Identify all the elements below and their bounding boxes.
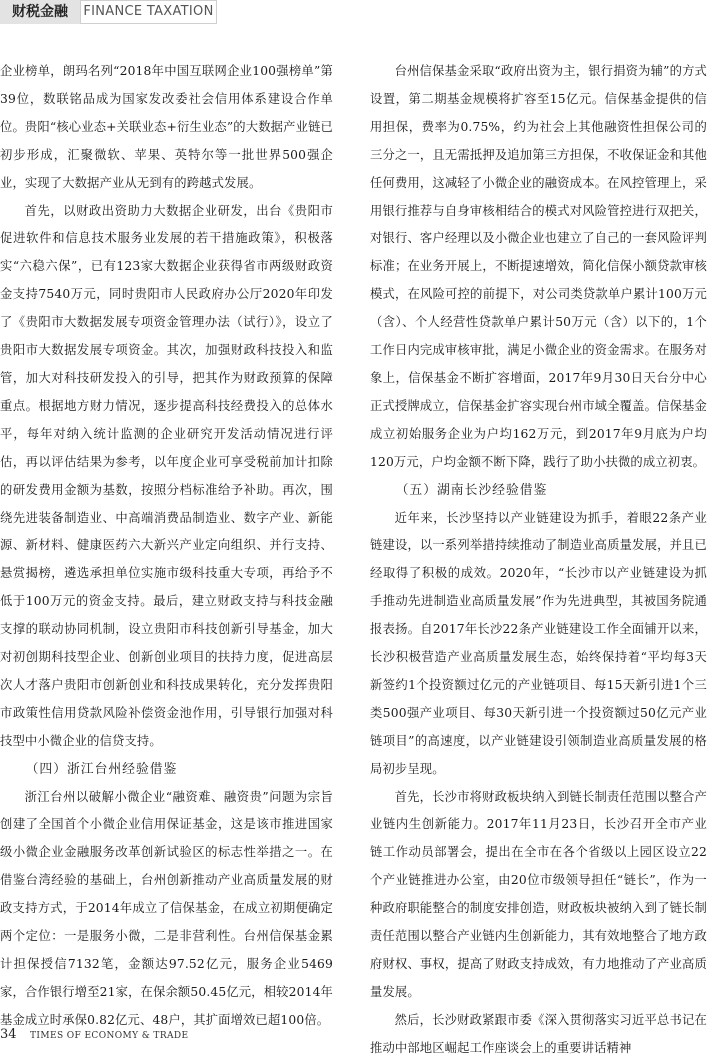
section-heading: （五）湖南长沙经验借鉴 <box>395 482 548 498</box>
paragraph: 近年来，长沙坚持以产业链建设为抓手，着眼22条产业链建设，以一系列举措持续推动了制造业高质量发展，并且已经取得了积极的成效。2020年，“长沙市以产业链建设为抓手推动先进制造业高质量发展”作为先进典型，其被国务院通报表扬。自2017年长沙22条产业链建设工作全面铺开以来，长沙积极营造产业高质量发展生态，始终保持着“平均每3天新签约1个投资额过亿元的产业链项目、每15天新引进1个三类500强产业项目、每30天新引进一个投资额过50亿元产业链项目”的高速度，以产业链建设引领制造业高质量发展的格局初步呈现。 <box>370 510 707 776</box>
right-column <box>370 58 707 1055</box>
paragraph: 浙江台州以破解小微企业“融资难、融资贵”问题为宗旨创建了全国首个小微企业信用保证基金，这是该市推进国家级小微企业金融服务改革创新试验区的标志性举措之一。在借鉴台湾经验的基础上，台州创新推动产业高质量发展的财政支持方式，于2014年成立了信保基金，在成立初期便确定两个定位：一是服务小微，二是非营利性。台州信保基金累计担保授信7132笔，金额达97.52亿元，服务企业5469家，合作银行增至21家，在保余额50.45亿元，相较2014年基金成立时承保0.82亿元、48户，其扩面增效已超100倍。 <box>0 789 333 1027</box>
page-header <box>0 0 707 26</box>
section-label-en: FINANCE TAXATION <box>80 0 217 24</box>
section-heading: （四）浙江台州经验借鉴 <box>25 761 178 777</box>
section-label-cn: 财税金融 <box>0 0 80 24</box>
left-column <box>0 58 333 1027</box>
paragraph: 台州信保基金采取“政府出资为主，银行捐资为辅”的方式设置，第二期基金规模将扩容至15亿元。信保基金提供的信用担保，费率为0.75%，约为社会上其他融资性担保公司的三分之一，且无需抵押及追加第三方担保，不收保证金和其他任何费用，这减轻了小微企业的融资成本。在风控管理上，采用银行推荐与自身审核相结合的模式对风险管控进行双把关，对银行、客户经理以及小微企业也建立了自己的一套风险评判标准；在业务开展上，不断提速增效，简化信保小额贷款审核模式，在风险可控的前提下，对公司类贷款单户累计100万元（含）、个人经营性贷款单户累计50万元（含）以下的，1个工作日内完成审核审批，满足小微企业的资金需求。在服务对象上，信保基金不断扩容增面，2017年9月30日天台分中心正式授牌成立，信保基金扩容实现台州市域全覆盖。信保基金成立初始服务企业为户均162万元，到2017年9月底为户均120万元，户均金额不断下降，践行了助小扶微的成立初衷。 <box>370 64 707 469</box>
journal-title: TIMES OF ECONOMY & TRADE <box>30 1031 189 1041</box>
page-number: 34 <box>0 1027 17 1042</box>
paragraph: 企业榜单，朗玛名列“2018年中国互联网企业100强榜单”第39位，数联铭品成为国家发改委社会信用体系建设合作单位。贵阳“核心业态+关联业态+衍生业态”的大数据产业链已初步形成，汇聚微软、苹果、英特尔等一批世界500强企业，实现了大数据产业从无到有的跨越式发展。 <box>0 64 333 190</box>
paragraph: 首先，以财政出资助力大数据企业研发，出台《贵阳市促进软件和信息技术服务业发展的若干措施政策》，积极落实“六稳六保”，已有123家大数据企业获得省市两级财政资金支持7540万元，同时贵阳市人民政府办公厅2020年印发了《贵阳市大数据发展专项资金管理办法（试行）》，设立了贵阳市大数据发展专项资金。其次，加强财政科技投入和监管，加大对科技研发投入的引导，把其作为财政预算的保障重点。根据地方财力情况，逐步提高科技经费投入的总体水平，每年对纳入统计监测的企业研究开发活动情况进行评估，再以评估结果为参考，以年度企业可享受税前加计扣除的研发费用金额为基数，按照分档标准给予补助。再次，围绕先进装备制造业、中高端消费品制造业、数字产业、新能源、新材料、健康医药六大新兴产业定向组织、并行支持、悬赏揭榜，遴选承担单位实施市级科技重大专项，再给予不低于100万元的资金支持。最后，建立财政支持与科技金融支撑的联动协同机制，设立贵阳市科技创新引导基金，加大对初创期科技型企业、创新创业项目的扶持力度，促进高层次人才落户贵阳市创新创业和科技成果转化，充分发挥贵阳市政策性信用贷款风险补偿资金池作用，引导银行加强对科技型中小微企业的信贷支持。 <box>0 203 333 748</box>
paragraph: 首先，长沙市将财政板块纳入到链长制责任范围以整合产业链内生创新能力。2017年11月23日，长沙召开全市产业链工作动员部署会，提出在全市在各个省级以上园区设立22个产业链推进办公室，由20位市级领导担任“链长”，作为一种政府职能整合的制度安排创造，财政板块被纳入到了链长制责任范围以整合产业链内生创新能力，其有效地整合了地方政府财权、事权，提高了财政支持成效，有力地推动了产业高质量发展。 <box>370 789 707 999</box>
page-footer <box>0 1026 707 1046</box>
paragraph: 然后，长沙财政紧跟市委《深入贯彻落实习近平总书记在推动中部地区崛起工作座谈会上的重要讲话精神 <box>370 1012 707 1055</box>
